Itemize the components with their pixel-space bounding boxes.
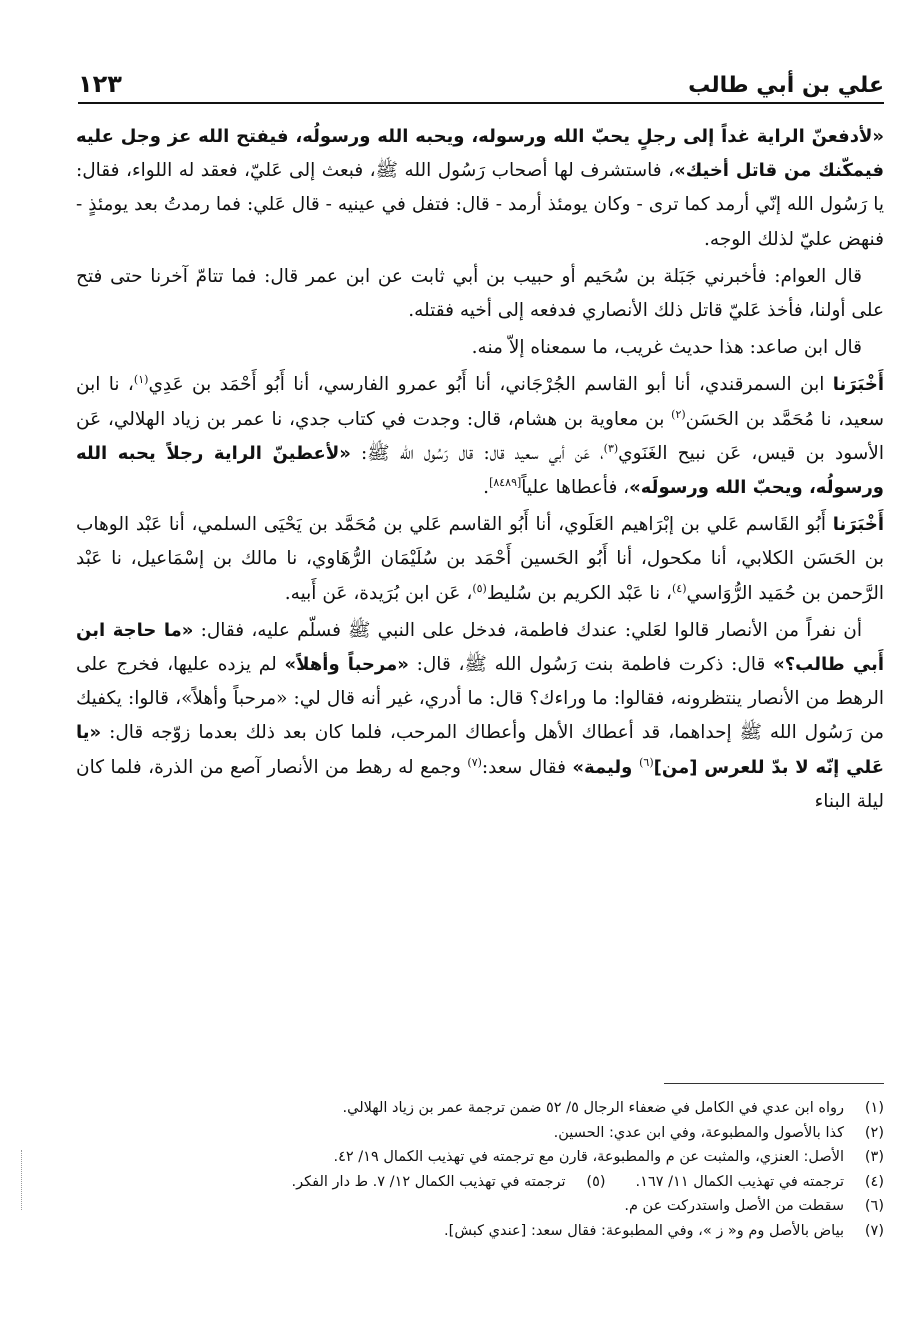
footnote-number: (١) bbox=[864, 1100, 884, 1116]
footnote-number: (٧) bbox=[864, 1222, 884, 1239]
footnote bbox=[636, 1170, 884, 1195]
hadith-quote: «لأدفعنّ الراية غداً إلى رجلٍ يحبّ الله ورسوله، ويحبه الله ورسولُه، فيفتح الله عز وجل عليه فيمكّنك من قاتل أخيك» bbox=[76, 126, 885, 182]
footnote-text: الأصل: العنزي، والمثبت عن م والمطبوعة، قارن مع ترجمته في تهذيب الكمال ١٩/ ٤٢. bbox=[333, 1149, 844, 1166]
footnote-ref: (١) bbox=[133, 373, 149, 387]
footnote bbox=[76, 1145, 884, 1170]
footnote-text: سقطت من الأصل واستدركت عن م. bbox=[624, 1198, 844, 1215]
hadith-quote: «يا عَلي إنّه لا بدّ للعرس [من] bbox=[76, 722, 884, 778]
paragraph-5 bbox=[76, 508, 884, 611]
footnotes bbox=[76, 1096, 884, 1244]
paragraph-text: ابن السمرقندي، أنا أبو القاسم الجُرْجَاني، أنا أَبُو عمرو الفارسي، أنا أَبُو أَحْمَد بن عَدِي bbox=[148, 374, 833, 396]
paragraph-2: قال العوام: فأخبرني جَبَلة بن سُحَيم أو حبيب بن أبي ثابت عن ابن عمر قال: فما تتامّ آخرنا حتى فتح على أولنا، فأخذ عَليّ قاتل ذلك الأنصاري فدفعه إلى أخيه فقتله. bbox=[76, 265, 884, 322]
footnote-ref: (٢) bbox=[671, 407, 686, 421]
footnote bbox=[76, 1194, 884, 1219]
isnad-lead: أَخْبَرَنا bbox=[832, 374, 884, 396]
footnote-text: كذا بالأصول والمطبوعة، وفي ابن عدي: الحسين. bbox=[553, 1124, 844, 1141]
paragraph-3: قال ابن صاعد: هذا حديث غريب، ما سمعناه إلاّ منه. bbox=[471, 337, 862, 359]
paragraph-text: فقال سعد: bbox=[481, 756, 573, 778]
paragraph-text: ، عَن ابن بُرَيدة، عَن أَبيه. bbox=[284, 582, 473, 604]
paragraph-text: أَبُو القَاسم عَلي بن إبْرَاهيم العَلَوي، أنا أَبُو القاسم عَلي بن مُحَمَّد بن يَحْيَى السلمي، أنا عَبْد الوهاب بن الحَسَن الكلابي، أنا مكحول، أنا أَبُو الحَسين أَحْمَد بن سُلَيْمَان الرُّهَاوي، نا مالك بن إسْمَاعيل، نا عَبْد الرَّحمن بن حُمَيد الرُّوَاسي bbox=[76, 514, 884, 604]
footnote-text: رواه ابن عدي في الكامل في ضعفاء الرجال ٥/ ٥٢ ضمن ترجمة عمر بن زياد الهلالي. bbox=[342, 1100, 844, 1116]
paragraph-text: لم يزده عليها، فخرج على الرهط من الأنصار ينتظرونه، فقالوا: ما وراءك؟ قال: ما أدري، غير أنه قال لي: «مرحباً وأهلاً»، قالوا: يكفيك من رَسُول الله ﷺ إحداهما، قد أعطاك الأهل وأعطاك المرحب، فلما كان بعد ذلك بعدما زوّجه قال: bbox=[76, 654, 884, 744]
footnote-ref: (٦) bbox=[639, 755, 654, 769]
paragraph-text: ، فأعطاها علياً bbox=[521, 477, 630, 499]
page-header bbox=[78, 60, 884, 104]
margin-dots bbox=[21, 1150, 23, 1210]
footnote bbox=[76, 1219, 884, 1244]
footnote-number: (٤) bbox=[864, 1173, 884, 1190]
paragraph-text: ، عَن أبي سعيد قال: قال رَسُول الله ﷺ: bbox=[350, 442, 604, 464]
footnote-number: (٣) bbox=[864, 1149, 884, 1166]
footnote bbox=[76, 1096, 884, 1121]
footnote-ref: (٥) bbox=[472, 581, 487, 595]
footnote-text: بياض بالأصل وم و« ز »، وفي المطبوعة: فقال سعد: [عندي كبش]. bbox=[444, 1222, 844, 1239]
isnad-lead: أَخْبَرَنا bbox=[832, 514, 884, 536]
footnote-text: ترجمته في تهذيب الكمال ١١/ ١٦٧. bbox=[635, 1173, 844, 1190]
hadith-quote: «مرحباً وأهلاً» bbox=[284, 654, 409, 676]
hadith-quote: وليمة» bbox=[572, 756, 640, 778]
footnote-ref: (٣) bbox=[603, 441, 619, 455]
paragraph-text: أن نفراً من الأنصار قالوا لعَلي: عندك فاطمة، فدخل على النبي ﷺ فسلّم عليه، فقال: bbox=[193, 619, 863, 641]
footnote-pair bbox=[76, 1170, 884, 1195]
running-title: علي بن أبي طالب bbox=[688, 73, 884, 98]
paragraph-6 bbox=[76, 614, 884, 819]
footnote-separator bbox=[664, 1083, 884, 1084]
footnote bbox=[292, 1170, 606, 1195]
page-number: ١٢٣ bbox=[78, 70, 122, 98]
paragraph-text: . bbox=[483, 477, 490, 499]
paragraph-text: ، نا عَبْد الكريم بن سُليط bbox=[486, 582, 672, 604]
paragraph-text: قال: ذكرت فاطمة بنت رَسُول الله ﷺ، قال: bbox=[408, 654, 774, 676]
footnote-number: (٦) bbox=[864, 1198, 884, 1215]
footnote-number: (٢) bbox=[864, 1124, 884, 1141]
hadith-number: [٨٤٨٩] bbox=[489, 475, 522, 489]
hadith-quote: «ما حاجة ابن أَبي طالب؟» bbox=[76, 619, 884, 676]
main-text bbox=[76, 120, 884, 822]
paragraph-text: ، فاستشرف لها أصحاب رَسُول الله ﷺ، فبعث إلى عَليّ، فعقد له اللواء، فقال: يا رَسُول الله إنّي أرمد كما ترى - وكان يومئذ أرمد - قال: فتفل في عينيه - قال عَلي: فما رمدتُ بعد يومئذٍ - فنهض عليّ لذلك الوجه. bbox=[76, 160, 884, 250]
footnote bbox=[76, 1121, 884, 1146]
paragraph-4 bbox=[76, 368, 884, 505]
paragraph-text: وجمع له رهط من الأنصار آصع من الذرة، فلما كان ليلة البناء bbox=[76, 756, 884, 812]
footnote-ref: (٤) bbox=[672, 581, 687, 595]
paragraph-1 bbox=[76, 120, 884, 257]
hadith-quote: «لأعطينّ الراية رجلاً يحبه الله ورسولُه، ويحبّ الله ورسولَه» bbox=[76, 442, 884, 499]
footnote-number: (٥) bbox=[586, 1173, 606, 1190]
paragraph-text: ، نا ابن سعيد، نا مُحَمَّد بن الحَسَن bbox=[76, 374, 884, 430]
footnote-ref: (٧) bbox=[467, 755, 482, 769]
footnote-text: ترجمته في تهذيب الكمال ١٢/ ٧. ط دار الفكر. bbox=[291, 1173, 566, 1190]
paragraph-text: بن معاوية بن هشام، قال: وجدت في كتاب جدي، نا عمر بن زياد الهلالي، عَن الأسود بن قيس، عَن نبيح الغَنَوي bbox=[76, 408, 884, 464]
